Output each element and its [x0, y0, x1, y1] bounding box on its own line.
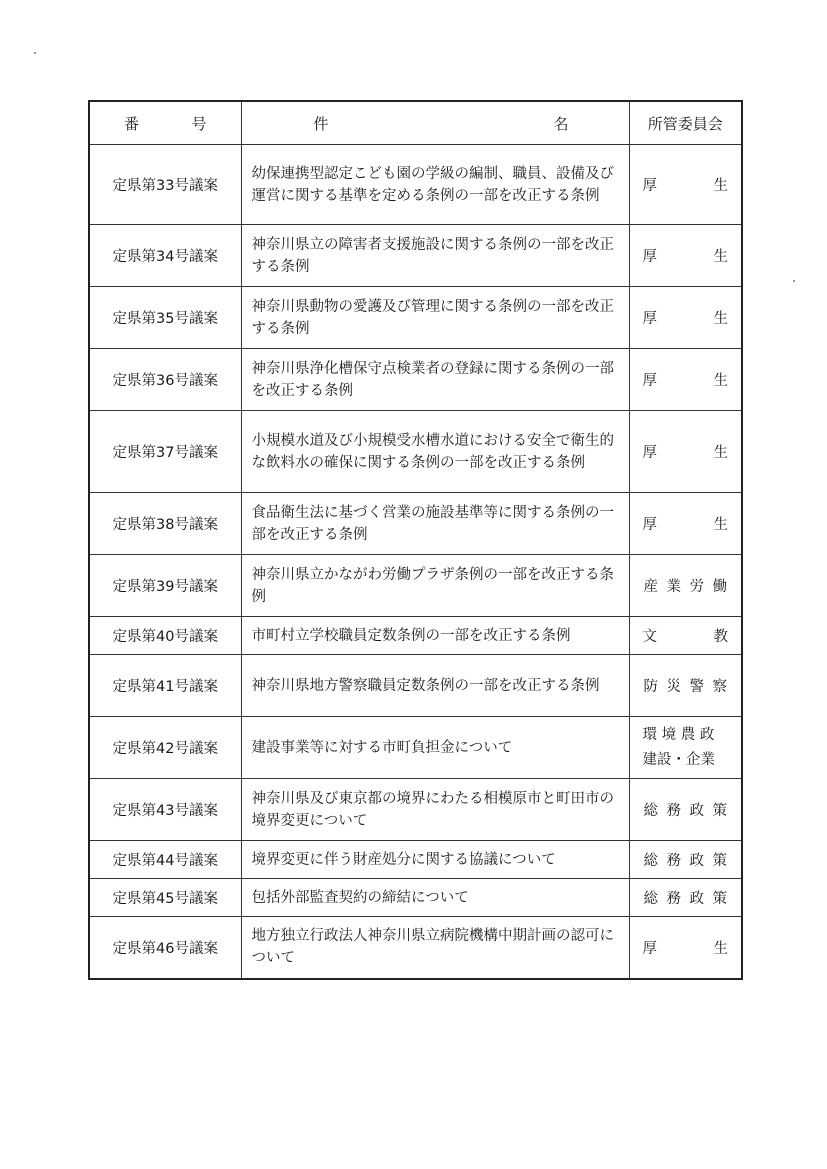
committee-char: 政: [689, 853, 704, 869]
committee-cell: [629, 287, 742, 349]
header-number: [89, 101, 241, 145]
bill-title: 神奈川県地方警察職員定数条例の一部を改正する条例: [241, 655, 629, 717]
committee-char: 総: [643, 891, 658, 907]
committee-cell: [629, 655, 742, 717]
table-row: [89, 225, 742, 287]
committee-char: 文: [642, 629, 657, 645]
committee-char: 生: [713, 373, 728, 389]
bill-number: 定県第34号議案: [89, 225, 241, 287]
committee-char: 生: [713, 445, 728, 461]
bill-title: 幼保連携型認定こども園の学級の編制、職員、設備及び運営に関する基準を定める条例の一部を改正する条例: [241, 145, 629, 225]
table-row: [89, 145, 742, 225]
bill-title: 神奈川県及び東京都の境界にわたる相模原市と町田市の境界変更について: [241, 779, 629, 841]
header-title: [241, 101, 629, 145]
header-committee: 所管委員会: [629, 101, 742, 145]
committee-char: 生: [713, 178, 728, 194]
committee-char: 政: [689, 891, 704, 907]
table-row: [89, 411, 742, 493]
bill-number: 定県第36号議案: [89, 349, 241, 411]
bill-number: 定県第44号議案: [89, 841, 241, 879]
bill-title: 市町村立学校職員定数条例の一部を改正する条例: [241, 617, 629, 655]
committee-cell: [629, 617, 742, 655]
committee-cell: [629, 349, 742, 411]
bill-number: 定県第41号議案: [89, 655, 241, 717]
bill-title: 神奈川県立かながわ労働プラザ条例の一部を改正する条例: [241, 555, 629, 617]
committee-char: 厚: [642, 445, 657, 461]
scan-speck: [793, 280, 795, 282]
committee-cell: [629, 779, 742, 841]
bill-number: 定県第38号議案: [89, 493, 241, 555]
bill-title: 地方独立行政法人神奈川県立病院機構中期計画の認可について: [241, 917, 629, 979]
committee-char: 厚: [642, 940, 657, 957]
table-row: [89, 717, 742, 779]
committee-cell: [629, 917, 742, 979]
table-row: [89, 841, 742, 879]
table-row: [89, 349, 742, 411]
bill-title: 神奈川県動物の愛護及び管理に関する条例の一部を改正する条例: [241, 287, 629, 349]
committee-char: 産: [643, 579, 658, 595]
table-row: [89, 779, 742, 841]
committee-char: 厚: [642, 311, 657, 327]
committee-char: 生: [713, 249, 728, 265]
committee-char: 策: [712, 891, 727, 907]
bill-table: [88, 100, 743, 980]
bill-number: 定県第37号議案: [89, 411, 241, 493]
table-row: [89, 617, 742, 655]
committee-char: 策: [712, 853, 727, 869]
committee-char: 総: [643, 803, 658, 819]
committee-cell: [629, 879, 742, 917]
committee-char: 生: [713, 940, 728, 957]
committee-char: 生: [713, 517, 728, 533]
bill-title: 神奈川県浄化槽保守点検業者の登録に関する条例の一部を改正する条例: [241, 349, 629, 411]
committee-char: 政: [689, 803, 704, 819]
bill-number: 定県第35号議案: [89, 287, 241, 349]
committee-char: 厚: [642, 373, 657, 389]
committee-line: 建設・企業: [642, 751, 715, 768]
table-row: [89, 555, 742, 617]
header-title-char: 件: [313, 114, 329, 133]
table-row: [89, 917, 742, 979]
header-number-char: 番: [124, 114, 140, 133]
committee-char: 務: [666, 803, 681, 819]
bill-number: 定県第33号議案: [89, 145, 241, 225]
committee-char: 教: [713, 629, 728, 645]
committee-char: 労: [689, 579, 704, 595]
committee-char: 察: [712, 679, 727, 695]
table-row: [89, 493, 742, 555]
scan-speck: [34, 52, 36, 54]
committee-char: 務: [666, 853, 681, 869]
committee-char: 厚: [642, 249, 657, 265]
bill-title: 小規模水道及び小規模受水槽水道における安全で衛生的な飲料水の確保に関する条例の一部を改正する条例: [241, 411, 629, 493]
committee-cell: [629, 841, 742, 879]
committee-char: 務: [666, 891, 681, 907]
committee-cell: [629, 493, 742, 555]
table-row: [89, 655, 742, 717]
bill-title: 包括外部監査契約の締結について: [241, 879, 629, 917]
header-number-char: 号: [191, 114, 207, 133]
committee-char: 厚: [642, 178, 657, 194]
bill-number: 定県第45号議案: [89, 879, 241, 917]
committee-char: 警: [689, 679, 704, 695]
committee-char: 働: [712, 579, 727, 595]
committee-cell: [629, 411, 742, 493]
committee-char: 災: [666, 679, 681, 695]
bill-number: 定県第46号議案: [89, 917, 241, 979]
bill-number: 定県第40号議案: [89, 617, 241, 655]
committee-char: 厚: [642, 517, 657, 533]
committee-cell: [629, 717, 742, 779]
committee-char: 策: [712, 803, 727, 819]
bill-number: 定県第39号議案: [89, 555, 241, 617]
committee-char: 生: [713, 311, 728, 327]
committee-char: 総: [643, 853, 658, 869]
bill-number: 定県第42号議案: [89, 717, 241, 779]
bill-title: 建設事業等に対する市町負担金について: [241, 717, 629, 779]
header-title-char: 名: [553, 114, 569, 133]
bill-title: 境界変更に伴う財産処分に関する協議について: [241, 841, 629, 879]
committee-char: 防: [643, 679, 658, 695]
bill-title: 神奈川県立の障害者支援施設に関する条例の一部を改正する条例: [241, 225, 629, 287]
committee-cell: [629, 555, 742, 617]
table-header-row: [89, 101, 742, 145]
committee-cell: [629, 145, 742, 225]
table-row: [89, 287, 742, 349]
committee-line: 環 境 農 政: [642, 726, 715, 743]
bill-number: 定県第43号議案: [89, 779, 241, 841]
bill-title: 食品衛生法に基づく営業の施設基準等に関する条例の一部を改正する条例: [241, 493, 629, 555]
committee-char: 業: [666, 579, 681, 595]
committee-cell: [629, 225, 742, 287]
table-row: [89, 879, 742, 917]
